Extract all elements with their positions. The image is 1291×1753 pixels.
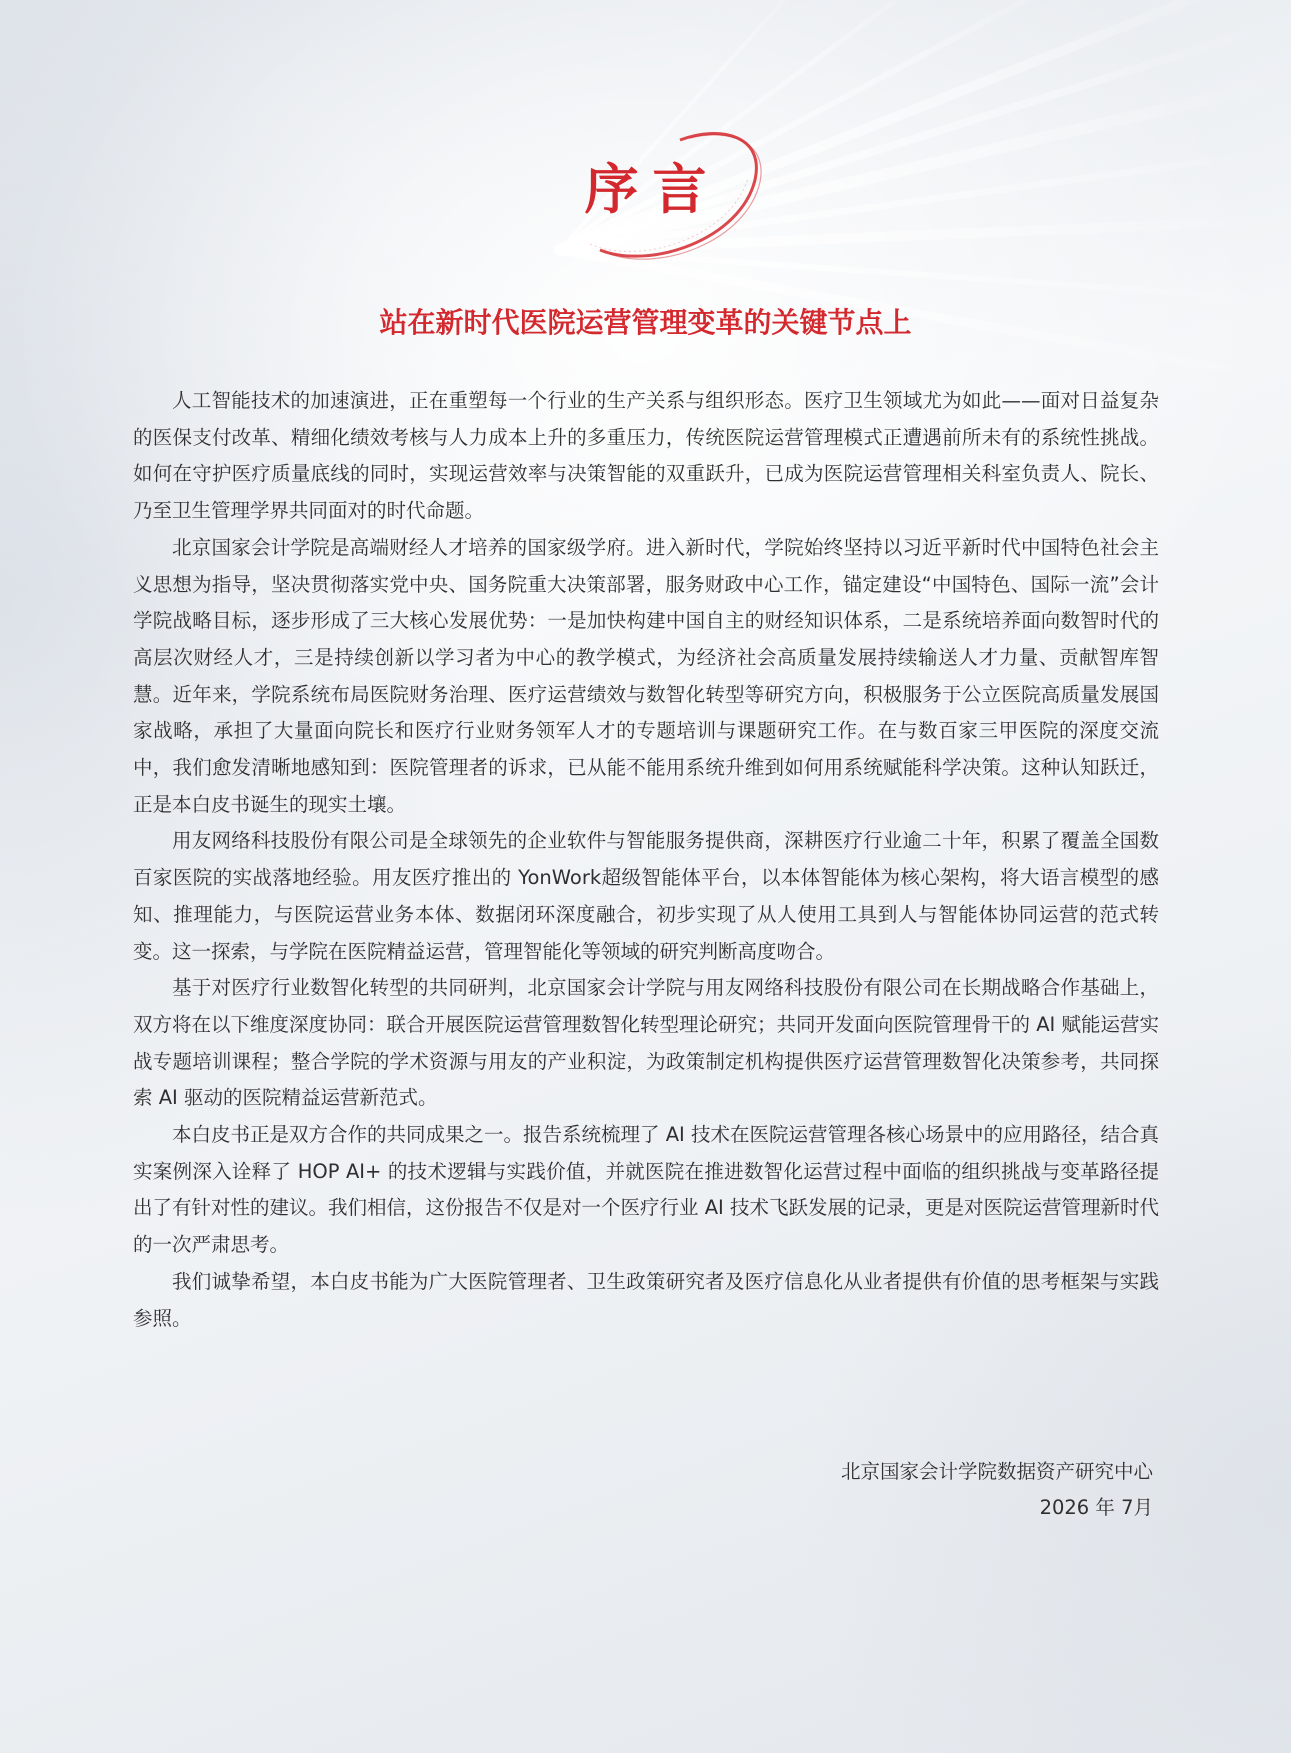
paragraph: 我们诚挚希望，本白皮书能为广大医院管理者、卫生政策研究者及医疗信息化从业者提供有价值的思考框架与实践参照。	[133, 1269, 1159, 1330]
preface-body	[133, 383, 1159, 1337]
signature-block	[841, 1454, 1153, 1526]
paragraph: 人工智能技术的加速演进，正在重塑每一个行业的生产关系与组织形态。医疗卫生领域尤为如此——面对日益复杂的医保支付改革、精细化绩效考核与人力成本上升的多重压力，传统医院运营管理模式正遭遇前所未有的系统性挑战。如何在守护医疗质量底线的同时，实现运营效率与决策智能的双重跃升，已成为医院运营管理相关科室负责人、院长、乃至卫生管理学界共同面对的时代命题。	[133, 389, 1159, 523]
header	[0, 120, 1291, 280]
signature-organization: 北京国家会计学院数据资产研究中心	[840, 1460, 1153, 1483]
paragraph: 本白皮书正是双方合作的共同成果之一。报告系统梳理了 AI 技术在医院运营管理各核心场景中的应用路径，结合真实案例深入诠释了 HOP AI+ 的技术逻辑与实践价值，并就医院在推进数智化运营过程中面临的组织挑战与变革路径提出了有针对性的建议。我们相信，这份报告不仅是对一个医疗行业 AI 技术飞跃发展的记录，更是对医院运营管理新时代的一次严肃思考。	[133, 1123, 1159, 1257]
page-title: 序言	[584, 157, 721, 221]
page-subtitle: 站在新时代医院运营管理变革的关键节点上	[379, 306, 912, 339]
signature-date: 2026 年 7月	[1039, 1496, 1153, 1519]
paragraph: 北京国家会计学院是高端财经人才培养的国家级学府。进入新时代，学院始终坚持以习近平新时代中国特色社会主义思想为指导，坚决贯彻落实党中央、国务院重大决策部署，服务财政中心工作，锚定建设“中国特色、国际一流”会计学院战略目标，逐步形成了三大核心发展优势：一是加快构建中国自主的财经知识体系，二是系统培养面向数智时代的高层次财经人才，三是持续创新以学习者为中心的教学模式，为经济社会高质量发展持续输送人才力量、贡献智库智慧。近年来，学院系统布局医院财务治理、医疗运营绩效与数智化转型等研究方向，积极服务于公立医院高质量发展国家战略，承担了大量面向院长和医疗行业财务领军人才的专题培训与课题研究工作。在与数百家三甲医院的深度交流中，我们愈发清晰地感知到：医院管理者的诉求，已从能不能用系统升维到如何用系统赋能科学决策。这种认知跃迁，正是本白皮书诞生的现实土壤。	[133, 535, 1159, 816]
paragraph: 基于对医疗行业数智化转型的共同研判，北京国家会计学院与用友网络科技股份有限公司在长期战略合作基础上，双方将在以下维度深度协同：联合开展医院运营管理数智化转型理论研究；共同开发面向医院管理骨干的 AI 赋能运营实战专题培训课程；整合学院的学术资源与用友的产业积淀，为政策制定机构提供医疗运营管理数智化决策参考，共同探索 AI 驱动的医院精益运营新范式。	[133, 976, 1159, 1110]
paragraph: 用友网络科技股份有限公司是全球领先的企业软件与智能服务提供商，深耕医疗行业逾二十年，积累了覆盖全国数百家医院的实战落地经验。用友医疗推出的 YonWork超级智能体平台，以本体智能体为核心架构，将大语言模型的感知、推理能力，与医院运营业务本体、数据闭环深度融合，初步实现了从人使用工具到人与智能体协同运营的范式转变。这一探索，与学院在医院精益运营，管理智能化等领域的研究判断高度吻合。	[133, 829, 1159, 963]
